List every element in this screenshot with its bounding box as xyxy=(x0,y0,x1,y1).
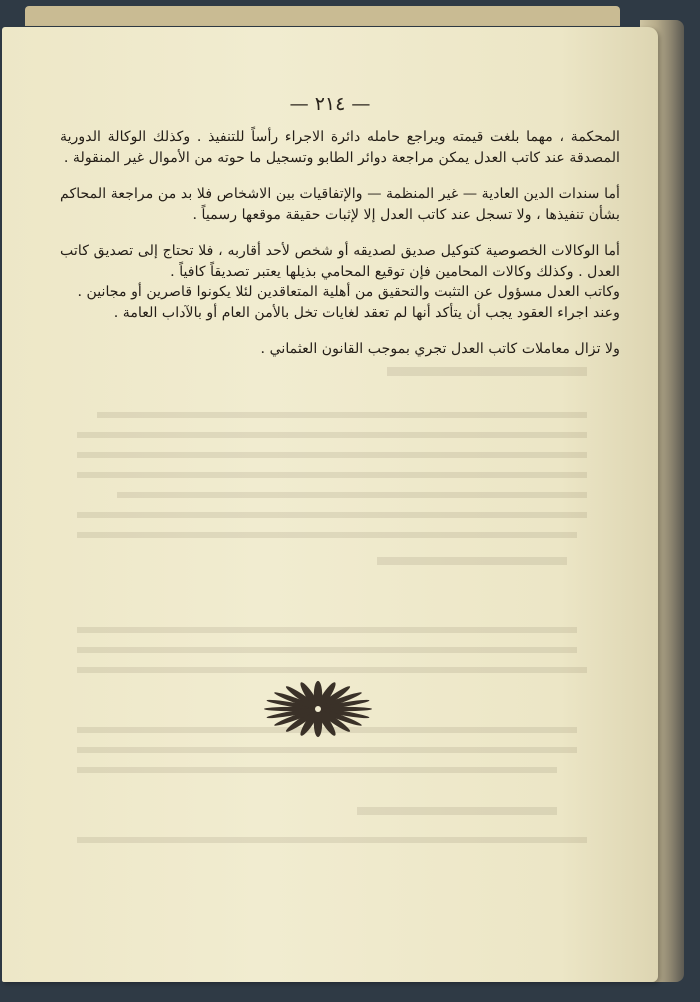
book-page xyxy=(2,27,658,982)
bleed-through-text xyxy=(57,367,627,857)
paragraph-6: ولا تزال معاملات كاتب العدل تجري بموجب القانون العثماني . xyxy=(260,341,620,357)
paragraph-3: أما الوكالات الخصوصية كتوكيل صديق لصديقه أو شخص لأحد أقاربه ، فلا تحتاج إلى تصديق كاتب العدل . وكذلك وكالات المحامين فإن توقيع المحامي بذيلها يعتبر تصديقاً كافياً . xyxy=(60,243,620,280)
paragraph-5: وعند اجراء العقود يجب أن يتأكد أنها لم تعقد لغايات تخل بالأمن العام أو بالآداب العامة . xyxy=(113,304,620,321)
page-number: — ٢١٤ — xyxy=(289,93,371,115)
paragraph-4: وكاتب العدل مسؤول عن التثبت والتحقيق من أهلية المتعاقدين لئلا يكونوا قاصرين أو مجانين . xyxy=(77,284,620,300)
paragraph-1: المحكمة ، مهما بلغت قيمته ويراجع حامله دائرة الاجراء رأساً للتنفيذ . وكذلك الوكالة الدورية المصدقة عند كاتب العدل يمكن مراجعة دوائر الطابو وتسجيل ما حوته من الأموال غير المنقولة . xyxy=(60,129,620,166)
page-body-text xyxy=(60,127,620,360)
torn-page-edge xyxy=(25,6,620,26)
paragraph-2: أما سندات الدين العادية — غير المنظمة — والإتفاقيات بين الاشخاص فلا بد من مراجعة المحاكم بشأن تنفيذها ، ولا تسجل عند كاتب العدل إلا لإثبات حقيقة موقعها رسمياً . xyxy=(60,186,620,223)
floral-ornament-icon xyxy=(264,679,372,739)
